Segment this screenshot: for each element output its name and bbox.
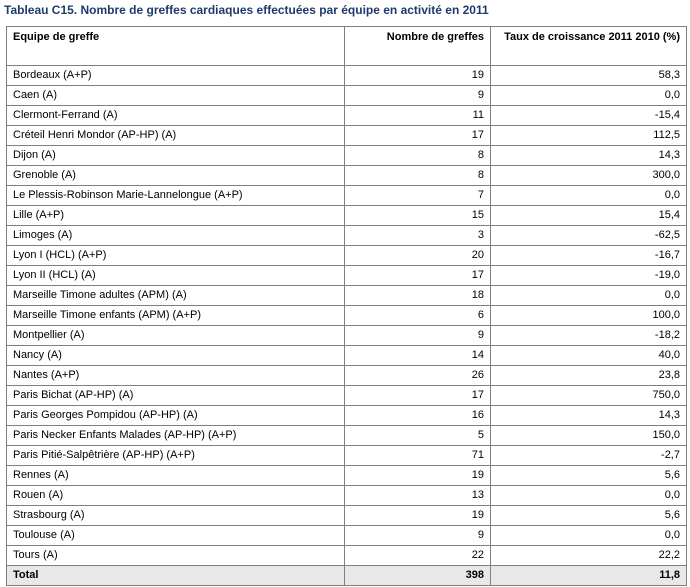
cell-growth: -15,4 [491,106,687,126]
cell-count: 19 [345,506,491,526]
cell-growth: 0,0 [491,486,687,506]
column-header-growth: Taux de croissance 2011 2010 (%) [491,27,687,66]
cell-growth: -18,2 [491,326,687,346]
table-row [7,266,687,286]
table-row [7,206,687,226]
cell-growth: -2,7 [491,446,687,466]
table-row [7,546,687,566]
table-row [7,246,687,266]
cell-growth: -16,7 [491,246,687,266]
cell-team: Tours (A) [7,546,345,566]
table-row [7,386,687,406]
cell-growth: 14,3 [491,406,687,426]
table-row [7,326,687,346]
total-growth: 11,8 [491,566,687,586]
cell-growth: 0,0 [491,286,687,306]
cell-count: 17 [345,266,491,286]
cell-team: Rouen (A) [7,486,345,506]
cell-team: Lyon I (HCL) (A+P) [7,246,345,266]
table-row [7,346,687,366]
cell-count: 9 [345,326,491,346]
table-row [7,526,687,546]
table-title: Tableau C15. Nombre de greffes cardiaques effectuées par équipe en activité en 2011 [4,3,489,17]
cell-growth: 750,0 [491,386,687,406]
cell-growth: 58,3 [491,66,687,86]
cell-growth: 300,0 [491,166,687,186]
cell-growth: 22,2 [491,546,687,566]
cell-team: Rennes (A) [7,466,345,486]
cell-team: Marseille Timone enfants (APM) (A+P) [7,306,345,326]
cell-team: Bordeaux (A+P) [7,66,345,86]
table-row [7,446,687,466]
table-row [7,166,687,186]
table-row [7,226,687,246]
cell-growth: 112,5 [491,126,687,146]
cell-count: 6 [345,306,491,326]
table-row [7,426,687,446]
table-row [7,506,687,526]
cell-team: Strasbourg (A) [7,506,345,526]
cell-count: 17 [345,386,491,406]
cell-growth: 0,0 [491,526,687,546]
cell-team: Toulouse (A) [7,526,345,546]
cell-count: 9 [345,526,491,546]
cell-team: Paris Bichat (AP-HP) (A) [7,386,345,406]
cell-team: Paris Pitié-Salpêtrière (AP-HP) (A+P) [7,446,345,466]
cell-team: Lille (A+P) [7,206,345,226]
cell-count: 22 [345,546,491,566]
cell-growth: 14,3 [491,146,687,166]
cell-team: Lyon II (HCL) (A) [7,266,345,286]
cell-count: 9 [345,86,491,106]
cell-growth: -62,5 [491,226,687,246]
cell-team: Marseille Timone adultes (APM) (A) [7,286,345,306]
table-row [7,486,687,506]
cell-count: 13 [345,486,491,506]
total-label: Total [7,566,345,586]
cell-growth: 40,0 [491,346,687,366]
table-header-row [7,27,687,66]
cell-growth: 23,8 [491,366,687,386]
cell-count: 15 [345,206,491,226]
cell-team: Dijon (A) [7,146,345,166]
cell-growth: 150,0 [491,426,687,446]
cell-count: 14 [345,346,491,366]
table-row [7,106,687,126]
column-header-count: Nombre de greffes [345,27,491,66]
cell-count: 7 [345,186,491,206]
table-row [7,126,687,146]
cell-count: 18 [345,286,491,306]
cell-team: Montpellier (A) [7,326,345,346]
cell-count: 19 [345,66,491,86]
cell-team: Nantes (A+P) [7,366,345,386]
table-row [7,66,687,86]
cell-team: Grenoble (A) [7,166,345,186]
table-row [7,466,687,486]
cell-team: Caen (A) [7,86,345,106]
cell-team: Nancy (A) [7,346,345,366]
total-row [7,566,687,586]
cell-team: Créteil Henri Mondor (AP-HP) (A) [7,126,345,146]
grafts-table [6,26,687,586]
total-count: 398 [345,566,491,586]
table-row [7,86,687,106]
table-row [7,186,687,206]
cell-team: Clermont-Ferrand (A) [7,106,345,126]
cell-growth: 0,0 [491,86,687,106]
cell-growth: 5,6 [491,506,687,526]
table-row [7,366,687,386]
cell-growth: 5,6 [491,466,687,486]
cell-growth: -19,0 [491,266,687,286]
cell-growth: 100,0 [491,306,687,326]
cell-count: 26 [345,366,491,386]
table-row [7,306,687,326]
cell-count: 11 [345,106,491,126]
cell-growth: 15,4 [491,206,687,226]
column-header-team: Equipe de greffe [7,27,345,66]
cell-team: Paris Necker Enfants Malades (AP-HP) (A+P) [7,426,345,446]
table-row [7,146,687,166]
cell-count: 5 [345,426,491,446]
cell-count: 8 [345,166,491,186]
cell-growth: 0,0 [491,186,687,206]
cell-count: 16 [345,406,491,426]
cell-count: 71 [345,446,491,466]
cell-count: 20 [345,246,491,266]
cell-count: 19 [345,466,491,486]
cell-count: 17 [345,126,491,146]
table-body [7,66,687,566]
cell-team: Paris Georges Pompidou (AP-HP) (A) [7,406,345,426]
cell-team: Limoges (A) [7,226,345,246]
cell-team: Le Plessis-Robinson Marie-Lannelongue (A+P) [7,186,345,206]
table-row [7,406,687,426]
cell-count: 3 [345,226,491,246]
table-row [7,286,687,306]
cell-count: 8 [345,146,491,166]
